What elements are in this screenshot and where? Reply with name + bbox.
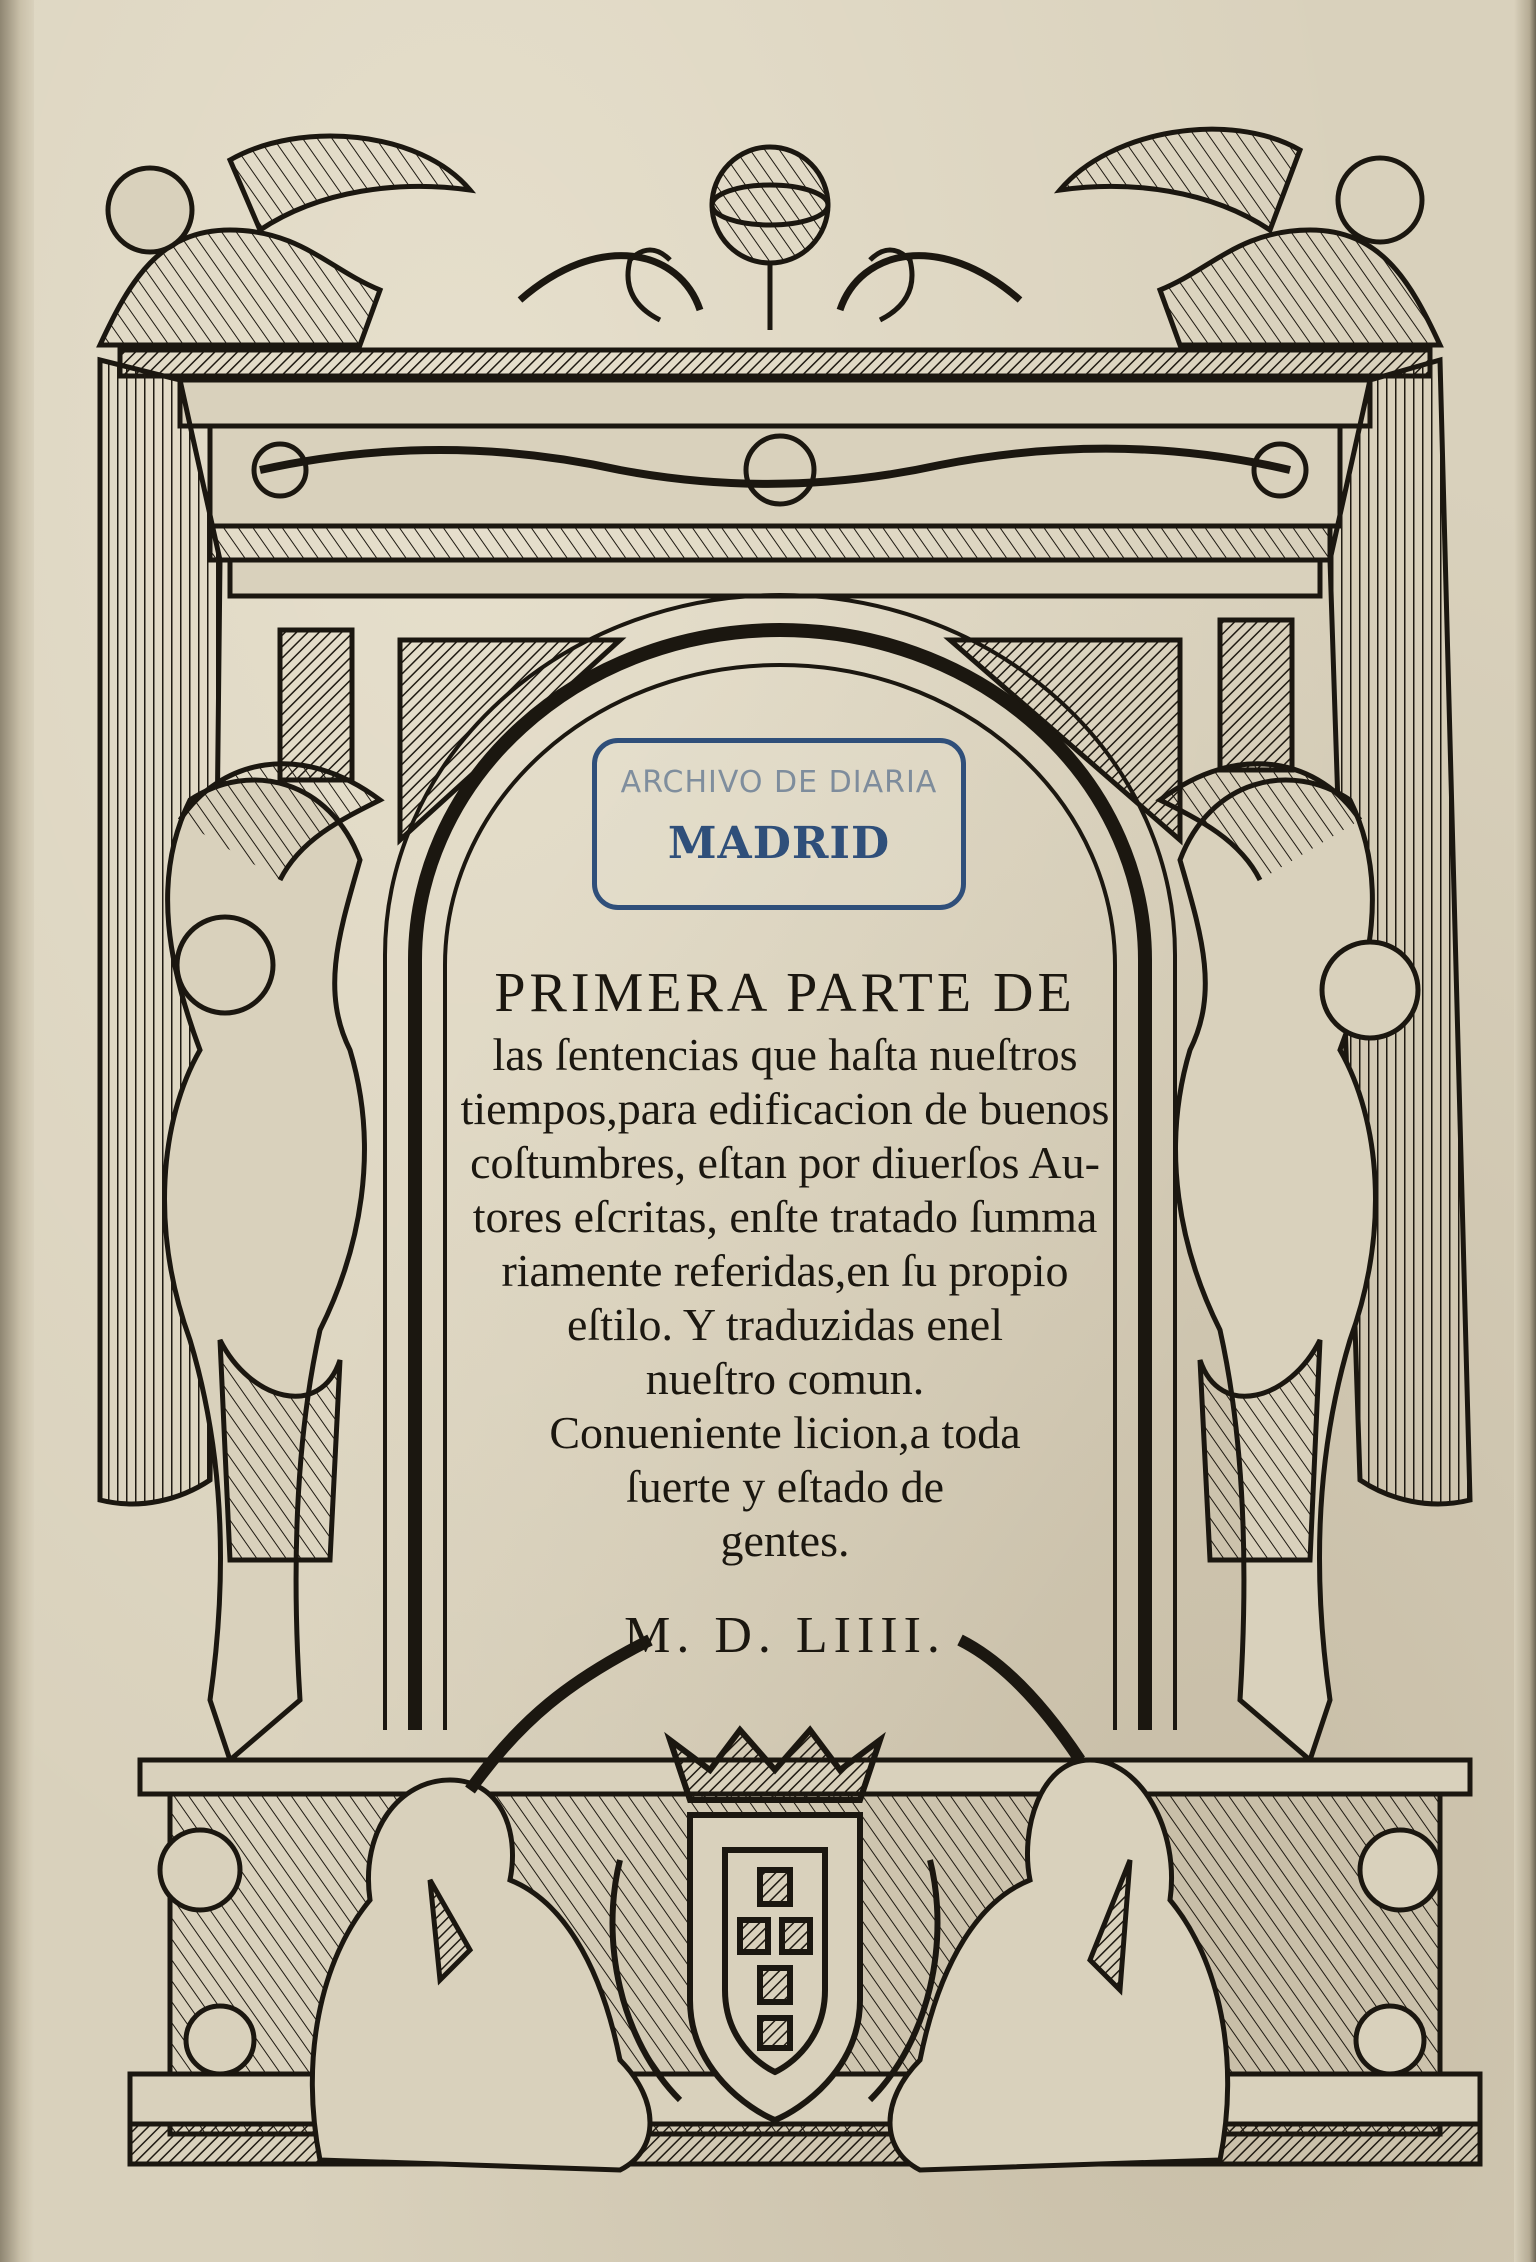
title-line: Conueniente licion,a toda (549, 1407, 1021, 1458)
title-heading: PRIMERA PARTE DE (494, 962, 1076, 1024)
title-line: tiempos,para edificacion de buenos (460, 1083, 1110, 1134)
putto-left (100, 136, 470, 345)
title-line: riamente referidas,en ſu propio (501, 1245, 1069, 1296)
library-stamp (592, 738, 966, 910)
caryatid-left (165, 764, 380, 1760)
title-line: eſtilo. Y traduzidas enel (567, 1299, 1003, 1350)
stamp-line-1: ARCHIVO DE DIARIA (620, 765, 938, 800)
stamp-line-2: MADRID (667, 818, 891, 869)
imprint-date: M. D. LIIII. (624, 1607, 946, 1664)
title-line: ſuerte y eſtado de (625, 1461, 945, 1512)
title-line: coſtumbres, eſtan por diuerſos Au- (470, 1137, 1100, 1188)
armillary-sphere-icon (520, 147, 1020, 330)
title-line: gentes. (720, 1515, 850, 1566)
title-line: nueſtro comun. (645, 1353, 925, 1404)
title-line: tores eſcritas, enſte tratado ſumma (472, 1191, 1098, 1242)
title-line: las ſentencias que haſta nueſtros (492, 1029, 1078, 1080)
putto-right (1060, 129, 1440, 345)
title-text (420, 960, 1150, 1665)
cornice (120, 350, 1430, 596)
